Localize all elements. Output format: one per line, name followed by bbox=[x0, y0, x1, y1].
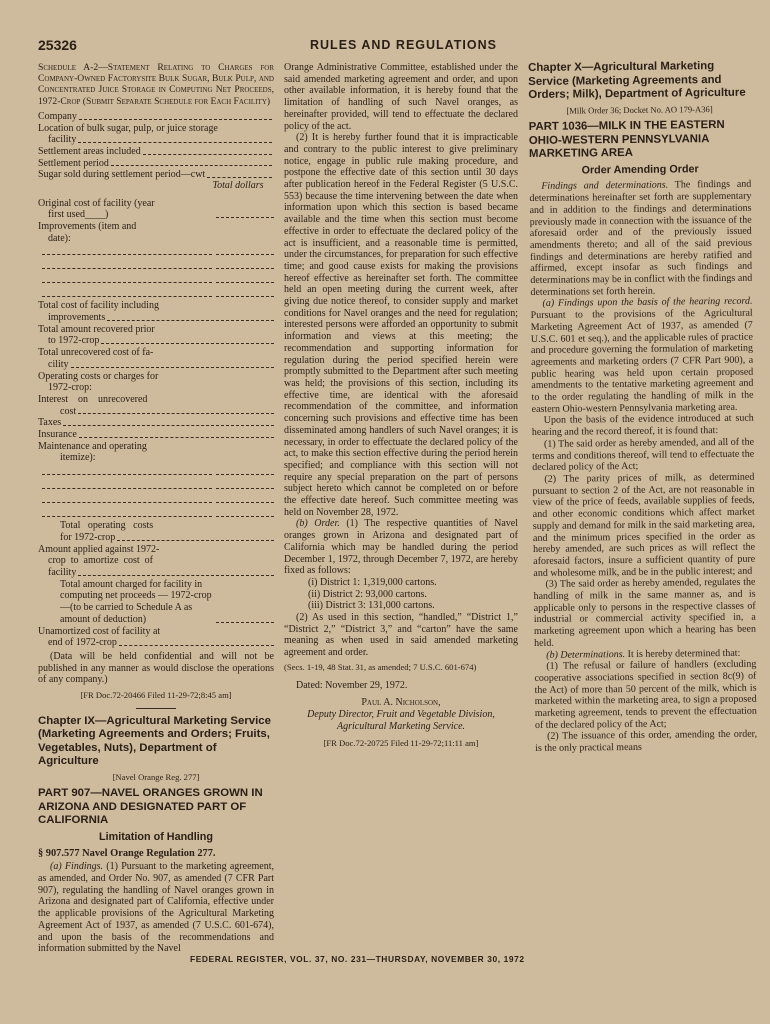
form-field-unrecovered-2: cility bbox=[38, 359, 274, 371]
chapter-heading: Chapter IX—Agricultural Marketing Service (Marketing Agreements and Orders; Fruits, Vegetables, Nuts), Department of Agriculture bbox=[38, 714, 271, 768]
confidential-note: (Data will be held confidential and will not be published in any manner as would disclose the operations of any company.) bbox=[38, 650, 274, 686]
subheading: Order Amending Order bbox=[581, 162, 699, 177]
form-field-facility: facility bbox=[38, 134, 274, 146]
fr-doc-citation: [FR Doc.72-20725 Filed 11-29-72;11:11 am] bbox=[323, 738, 479, 749]
form-field-recovered-2: to 1972-crop bbox=[38, 335, 274, 347]
form-field-company: Company bbox=[38, 111, 274, 123]
page-number: 25326 bbox=[38, 37, 77, 53]
determinations-paragraph: (b) Determinations. It is hereby determined that: bbox=[546, 647, 741, 661]
form-field-maintenance-2: itemize): bbox=[60, 452, 96, 464]
running-title: RULES AND REGULATIONS bbox=[310, 38, 497, 52]
findings-paragraph: Findings and determinations. The findings and determinations hereinafter set forth are supplementary and in addition to the findings and determinations previously made in connection with the issuance of the aforesaid order and of the previously issued amendments thereto; and all of the said previous findings and determinations are hereby ratified and affirmed, except insofar as such findings and determinations may be in conflict with the findings and determinations set forth herein. bbox=[529, 179, 753, 298]
blank-line bbox=[38, 258, 274, 272]
paragraph: (3) The said order as hereby amended, regulates the handling of milk in the same manner as, and is applicable only to persons in the respective classes of industrial or commercial activity specified in, a marketing agreement upon which a hearing has been held. bbox=[533, 576, 757, 649]
total-dollars-header: Total dollars bbox=[212, 180, 264, 192]
list-item: (iii) District 3: 131,000 cartons. bbox=[308, 600, 435, 612]
regulation-number: [Navel Orange Reg. 277] bbox=[112, 771, 200, 782]
paragraph: Orange Administrative Committee, established under the said amended marketing agreement and order, and upon other available information, it is hereby found that the limitation of handling of such Navel oranges, as hereinafter provided, will tend to effectuate the declared policy of the act. bbox=[284, 62, 518, 132]
form-field-interest-2: cost bbox=[38, 406, 274, 418]
paragraph: Upon the basis of the evidence introduced at such hearing and the record thereof, it is found that: bbox=[531, 413, 754, 439]
form-field-applied-1: Amount applied against 1972- bbox=[38, 543, 160, 555]
form-field-total-operating-2: for 1972-crop bbox=[38, 532, 274, 544]
fr-doc-citation: [FR Doc.72-20466 Filed 11-29-72;8:45 am] bbox=[80, 690, 232, 701]
form-field-period: Settlement period bbox=[38, 158, 274, 170]
form-field-applied-3: facility bbox=[38, 567, 274, 579]
authority-citation: (Secs. 1-19, 48 Stat. 31, as amended; 7 U.S.C. 601-674) bbox=[284, 661, 477, 672]
page-footer: FEDERAL REGISTER, VOL. 37, NO. 231—THURSDAY, NOVEMBER 30, 1972 bbox=[190, 954, 525, 964]
form-field-unamortized-2: end of 1972-crop bbox=[38, 637, 274, 649]
paragraph: (2) The issuance of this order, amending the order, is the only practical means bbox=[535, 729, 758, 755]
form-field-maintenance-1: Maintenance and operating bbox=[38, 440, 147, 452]
form-field-unrecovered-1: Total unrecovered cost of fa- bbox=[38, 347, 154, 359]
blank-line bbox=[38, 286, 274, 300]
form-field-charged: Total amount charged for facility in computing net proceeds — 1972-crop—(to be carried to Schedule A as amount of deduction) bbox=[38, 579, 274, 626]
district-list bbox=[284, 577, 518, 612]
form-field-original-2: first used____) bbox=[38, 209, 274, 221]
form-field-improvements-2: date): bbox=[48, 232, 71, 244]
chapter-heading: Chapter X—Agricultural Marketing Service (Marketing Agreements and Orders; Milk), Department of Agriculture bbox=[528, 60, 746, 101]
blank-line bbox=[38, 492, 274, 506]
docket-number: [Milk Order 36; Docket No. AO 179-A36] bbox=[566, 103, 713, 116]
form-field-taxes: Taxes bbox=[38, 417, 274, 429]
form-field-total-operating-1: Total operating costs bbox=[60, 520, 154, 532]
form-field-sugar: Sugar sold during settlement period—cwt bbox=[38, 169, 274, 181]
section-heading: § 907.577 Navel Orange Regulation 277. bbox=[38, 847, 216, 859]
paragraph: (2) The parity prices of milk, as determined pursuant to section 2 of the Act, are not reasonable in view of the price of feeds, available supplies of feeds, and other economic conditions which affect market supply and demand for milk in the said marketing area, and the minimum prices specified in the order as hereby amended, are such prices as will reflect the aforesaid factors, insure a sufficient quantity of pure and wholesome milk, and be in the public interest; and bbox=[532, 471, 756, 579]
form-field-areas: Settlement areas included bbox=[38, 146, 274, 158]
form-field-applied-2: crop to amortize cost of bbox=[48, 555, 153, 567]
divider bbox=[136, 708, 176, 709]
form-field-operating-1: Operating costs or charges for bbox=[38, 370, 159, 382]
list-item: (ii) District 2: 93,000 cartons. bbox=[308, 588, 427, 600]
blank-line bbox=[38, 478, 274, 492]
findings-paragraph: (a) Findings. (1) Pursuant to the marketing agreement, as amended, and Order No. 907, as amended (7 CFR Part 907), regulating the handling of Navel oranges grown in Arizona and designated part of California, effective under the applicable provisions of the Agricultural Marketing Agreement Act of 1937, as amended (7 U.S.C. 601-674), and upon the basis of the recommendations and information submitted by the Navel bbox=[38, 861, 274, 955]
form-field-original-1: Original cost of facility (year bbox=[38, 197, 155, 209]
paragraph: (2) It is hereby further found that it is impracticable and contrary to the public interest to give preliminary notice, engage in public rule making procedure, and postpone the effective date of this section until 30 days after publication hereof in the Federal Register (5 U.S.C. 553) because the time intervening between the date when information upon which this section is based became available and the time when this section must become effective in order to effectuate the declared policy of the act is insufficient, and a reasonable time is permitted, under the circumstances, for preparation for such effective time; and good cause exists for making the provisions hereof effective as hereinafter set forth. The committee held an open meeting during the current week, after giving due notice thereof, to consider supply and market conditions for Navel oranges and the need for regulation; interested persons were afforded an opportunity to submit information and views at this meeting; the recommendation and supporting information for regulation during the period specified herein were promptly submitted to the Department after such meeting was held; the provisions of this section, including its effective time, are identical with the aforesaid recommendation of the committee, and information concerning such provisions and effective time has been disseminated among handlers of such Navel oranges; it is necessary, in order to effectuate the declared policy of the act, to make this section effective during the period herein specified; and compliance with this section will not require any special preparation on the part of persons subject hereto which cannot be completed on or before the effective date hereof. Such committee meeting was held on November 28, 1972. bbox=[284, 132, 518, 518]
dated-line: Dated: November 29, 1972. bbox=[296, 679, 408, 691]
form-field-unamortized-1: Unamortized cost of facility at bbox=[38, 625, 161, 637]
order-paragraph: (b) Order. (1) The respective quantities of Navel oranges grown in Arizona and designated part of California which may be handled during the period December 1, 1972, through December 7, 1972, are hereby fixed as follows: bbox=[284, 518, 518, 577]
form-field-operating-2: 1972-crop: bbox=[48, 382, 92, 394]
column-2 bbox=[284, 62, 518, 940]
column-1 bbox=[38, 62, 274, 955]
subheading: Limitation of Handling bbox=[99, 830, 213, 843]
form-field-total-cost-1: Total cost of facility including bbox=[38, 300, 159, 312]
hearing-paragraph: (a) Findings upon the basis of the hearing record. Pursuant to the provisions of the Agricultural Marketing Agreement Act of 1937, as amended (7 U.S.C. 601 et seq.), and the applicable rules of practice and procedure governing the formulation of marketing agreements and marketing orders (7 CFR Part 900), a public hearing was held upon certain proposed amendments to the tentative marketing agreement and to the order regulating the handling of milk in the eastern Ohio-western Pennsylvania marketing area. bbox=[530, 296, 754, 415]
form-field-insurance: Insurance bbox=[38, 429, 274, 441]
part-heading: PART 907—NAVEL ORANGES GROWN IN ARIZONA AND DESIGNATED PART OF CALIFORNIA bbox=[38, 787, 263, 827]
blank-line bbox=[38, 272, 274, 286]
column-3 bbox=[528, 60, 759, 946]
paragraph: (1) The said order as hereby amended, and all of the terms and conditions thereof, will tend to effectuate the declared policy of the Act; bbox=[532, 436, 755, 474]
form-field-recovered-1: Total amount recovered prior bbox=[38, 323, 155, 335]
list-item: (i) District 1: 1,319,000 cartons. bbox=[308, 576, 437, 588]
signature-block bbox=[284, 697, 518, 732]
form-field-interest-1: Interest on unrecovered bbox=[38, 393, 148, 405]
part-heading: PART 1036—MILK IN THE EASTERN OHIO-WESTERN PENNSYLVANIA MARKETING AREA bbox=[528, 119, 725, 161]
form-field-improvements-1: Improvements (item and bbox=[38, 220, 137, 232]
signer-name: Paul A. Nicholson, bbox=[361, 697, 441, 709]
paragraph: (2) As used in this section, “handled,” “District 1,” “District 2,” “District 3,” and “carton” have the same meaning as when used in said amended marketing agreement and order. bbox=[284, 612, 518, 659]
schedule-title: Schedule A-2—Statement Relating to Charges for Company-Owned Factorysite Bulk Sugar, Bulk Pulp, and Concentrated Juice Storage in Computing Net Proceeds, 1972-Crop (Submit Separate Schedule for Each Facility) bbox=[38, 62, 274, 107]
signer-title: Deputy Director, Fruit and Vegetable Division, Agricultural Marketing Service. bbox=[307, 708, 495, 732]
blank-line bbox=[38, 244, 274, 258]
blank-line bbox=[38, 506, 274, 520]
paragraph: (1) The refusal or failure of handlers (excluding cooperative associations specified in section 8c(9) of the Act) of more than 50 percent of the milk, which is marketed within the marketing area, to sign a proposed marketing agreement, tends to prevent the effectuation of the declared policy of the Act; bbox=[534, 658, 757, 731]
form-field-location: Location of bulk sugar, pulp, or juice storage bbox=[38, 122, 218, 134]
blank-line bbox=[38, 464, 274, 478]
form-field-total-cost-2: improvements bbox=[38, 312, 274, 324]
